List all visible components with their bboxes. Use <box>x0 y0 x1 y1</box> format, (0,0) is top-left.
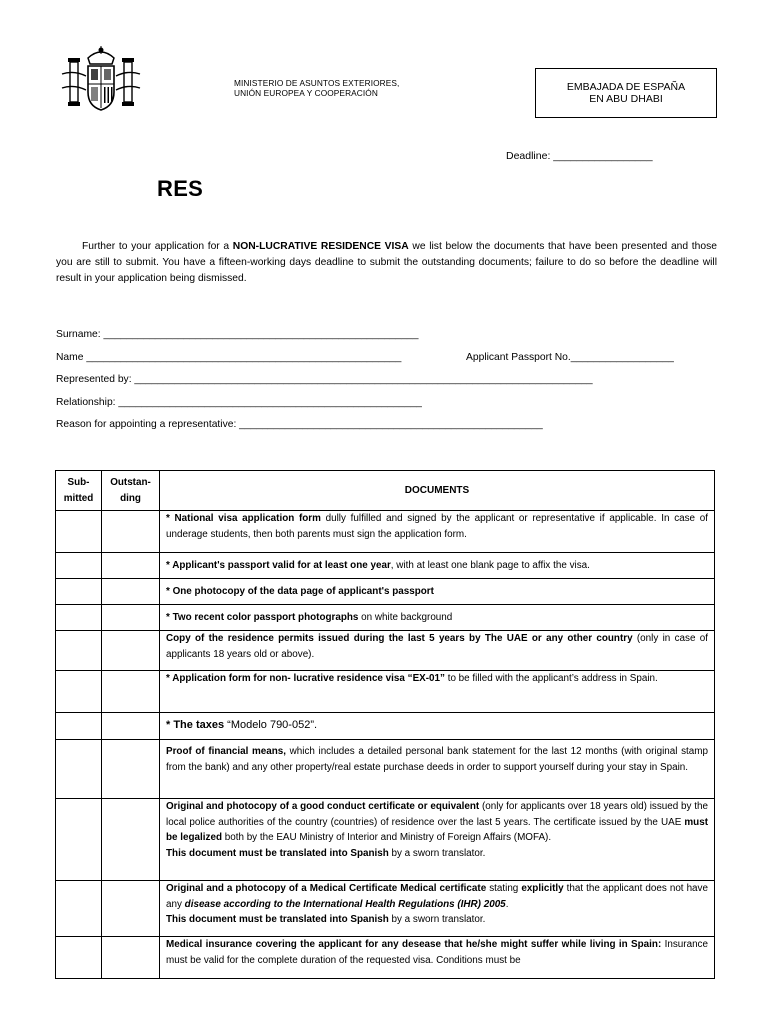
visa-type: NON-LUCRATIVE RESIDENCE VISA <box>232 241 409 252</box>
table-row <box>56 881 715 937</box>
represented-by-field[interactable]: Represented by: ________________________________________________________________________________ <box>56 374 593 385</box>
document-detail: , with at least one blank page to affix the visa. <box>390 559 590 571</box>
document-name: * Two recent color passport photographs <box>166 611 359 623</box>
deadline-field[interactable]: Deadline: _________________ <box>506 150 653 162</box>
document-name: Proof of financial means, <box>166 746 287 757</box>
submitted-checkbox[interactable] <box>56 740 102 799</box>
submitted-checkbox[interactable] <box>56 713 102 740</box>
name-field[interactable]: Name _______________________________________________________ <box>56 352 402 363</box>
surname-field[interactable]: Surname: _______________________________________________________ <box>56 329 419 340</box>
document-item <box>160 631 715 671</box>
document-detail: . <box>505 898 509 910</box>
ministry-line-2: UNIÓN EUROPEA Y COOPERACIÓN <box>234 88 378 98</box>
outstanding-checkbox[interactable] <box>102 605 160 631</box>
document-detail: by a sworn translator. <box>388 847 486 859</box>
submitted-checkbox[interactable] <box>56 937 102 979</box>
relationship-field[interactable]: Relationship: _____________________________________________________ <box>56 397 422 408</box>
submitted-checkbox[interactable] <box>56 579 102 605</box>
document-detail: (only in case of applicants 18 years old or above). <box>166 633 708 660</box>
submitted-checkbox[interactable] <box>56 605 102 631</box>
document-title: RES <box>157 176 204 201</box>
document-name: * National visa application form <box>166 513 321 524</box>
intro-paragraph <box>56 239 717 287</box>
embassy-line-1: EMBAJADA DE ESPAÑA <box>566 81 686 93</box>
document-item <box>160 881 715 937</box>
outstanding-checkbox[interactable] <box>102 579 160 605</box>
document-name: Original and photocopy of a good conduct certificate or equivalent <box>166 801 480 812</box>
outstanding-checkbox[interactable] <box>102 511 160 553</box>
table-row <box>56 799 715 881</box>
table-row <box>56 740 715 799</box>
submitted-checkbox[interactable] <box>56 671 102 713</box>
table-row <box>56 511 715 553</box>
outstanding-checkbox[interactable] <box>102 799 160 881</box>
submitted-checkbox[interactable] <box>56 631 102 671</box>
table-row <box>56 713 715 740</box>
ministry-line-1: MINISTERIO DE ASUNTOS EXTERIORES, <box>234 78 400 88</box>
document-name: * Application form for non- lucrative residence visa “EX-01” <box>166 673 445 684</box>
submitted-header: Sub- mitted <box>56 471 102 511</box>
reason-field[interactable]: Reason for appointing a representative: _____________________________________________________ <box>56 419 543 430</box>
document-name: * Applicant's passport valid for at least one year <box>166 559 391 571</box>
table-row <box>56 631 715 671</box>
embassy-line-2: EN ABU DHABI <box>589 93 663 105</box>
documents-table <box>55 470 715 979</box>
document-detail: Insurance must be valid for the complete duration of the requested visa. Conditions must be <box>166 939 708 966</box>
submitted-checkbox[interactable] <box>56 553 102 579</box>
document-item <box>160 740 715 799</box>
document-item <box>160 713 715 740</box>
outstanding-header: Outstan- ding <box>102 471 160 511</box>
translation-note: This document must be translated into Spanish <box>166 847 389 859</box>
document-detail: “Modelo 790-052”. <box>224 719 318 732</box>
table-row <box>56 671 715 713</box>
passport-number-field[interactable]: Applicant Passport No.__________________ <box>466 352 674 363</box>
submitted-checkbox[interactable] <box>56 881 102 937</box>
outstanding-checkbox[interactable] <box>102 881 160 937</box>
document-detail: (only for applicants over 18 years old) issued by the local police authorities of the country (countries) of residence over the last 5 years. The certificate issued by the UAE <box>166 801 708 828</box>
document-detail: both by the EAU Ministry of Interior and Ministry of Foreign Affairs (MOFA). <box>221 832 552 843</box>
intro-text-1: Further to your application for a <box>82 241 233 252</box>
document-item <box>160 553 715 579</box>
document-name: * The taxes <box>166 719 225 732</box>
documents-header: DOCUMENTS <box>160 471 715 511</box>
ministry-name <box>234 78 399 98</box>
document-item <box>160 799 715 881</box>
outstanding-checkbox[interactable] <box>102 937 160 979</box>
table-row <box>56 553 715 579</box>
submitted-checkbox[interactable] <box>56 511 102 553</box>
embassy-box <box>535 68 717 118</box>
document-item <box>160 511 715 553</box>
explicit-note: explicitly <box>521 883 564 894</box>
document-item <box>160 671 715 713</box>
document-detail: which includes a detailed personal bank statement for the last 12 months (with original stamp from the bank) and any other property/real estate purchase deeds in order to support yourself during your stay in Spain. <box>166 746 708 773</box>
outstanding-checkbox[interactable] <box>102 671 160 713</box>
document-name: * One photocopy of the data page of applicant's passport <box>166 585 434 597</box>
table-row <box>56 937 715 979</box>
spain-coat-of-arms-icon <box>58 44 144 119</box>
legalization-note: must be legalized <box>166 816 708 843</box>
outstanding-checkbox[interactable] <box>102 553 160 579</box>
submitted-checkbox[interactable] <box>56 799 102 881</box>
document-detail: on white background <box>358 611 453 623</box>
document-item <box>160 605 715 631</box>
table-row <box>56 605 715 631</box>
document-name: Original and a photocopy of a Medical Certificate Medical certificate <box>166 883 487 894</box>
document-item <box>160 937 715 979</box>
document-detail: dully fulfilled and signed by the applicant or representative if applicable. In case of underage students, then both parents must sign the application form. <box>166 513 708 540</box>
table-row <box>56 579 715 605</box>
document-detail: to be filled with the applicant’s address in Spain. <box>444 673 658 684</box>
document-name: Medical insurance covering the applicant for any desease that he/she might suffer while living in Spain: <box>166 939 662 950</box>
document-detail: that the applicant does not have any <box>166 883 708 910</box>
document-detail: by a sworn translator. <box>388 914 486 925</box>
outstanding-checkbox[interactable] <box>102 713 160 740</box>
outstanding-checkbox[interactable] <box>102 740 160 799</box>
ihr-disease-note: disease according to the International Health Regulations (IHR) 2005 <box>184 898 506 910</box>
intro-text-2: we list below the documents that have been presented and those you are still to submit. You have a fifteen-working days deadline to submit the outstanding documents; failure to do so before the deadline will result in your application being dismissed. <box>56 241 717 284</box>
document-detail: stating <box>486 883 522 894</box>
document-name: Copy of the residence permits issued during the last 5 years by The UAE or any other country <box>166 633 633 644</box>
document-item <box>160 579 715 605</box>
outstanding-checkbox[interactable] <box>102 631 160 671</box>
translation-note: This document must be translated into Spanish <box>166 914 389 925</box>
